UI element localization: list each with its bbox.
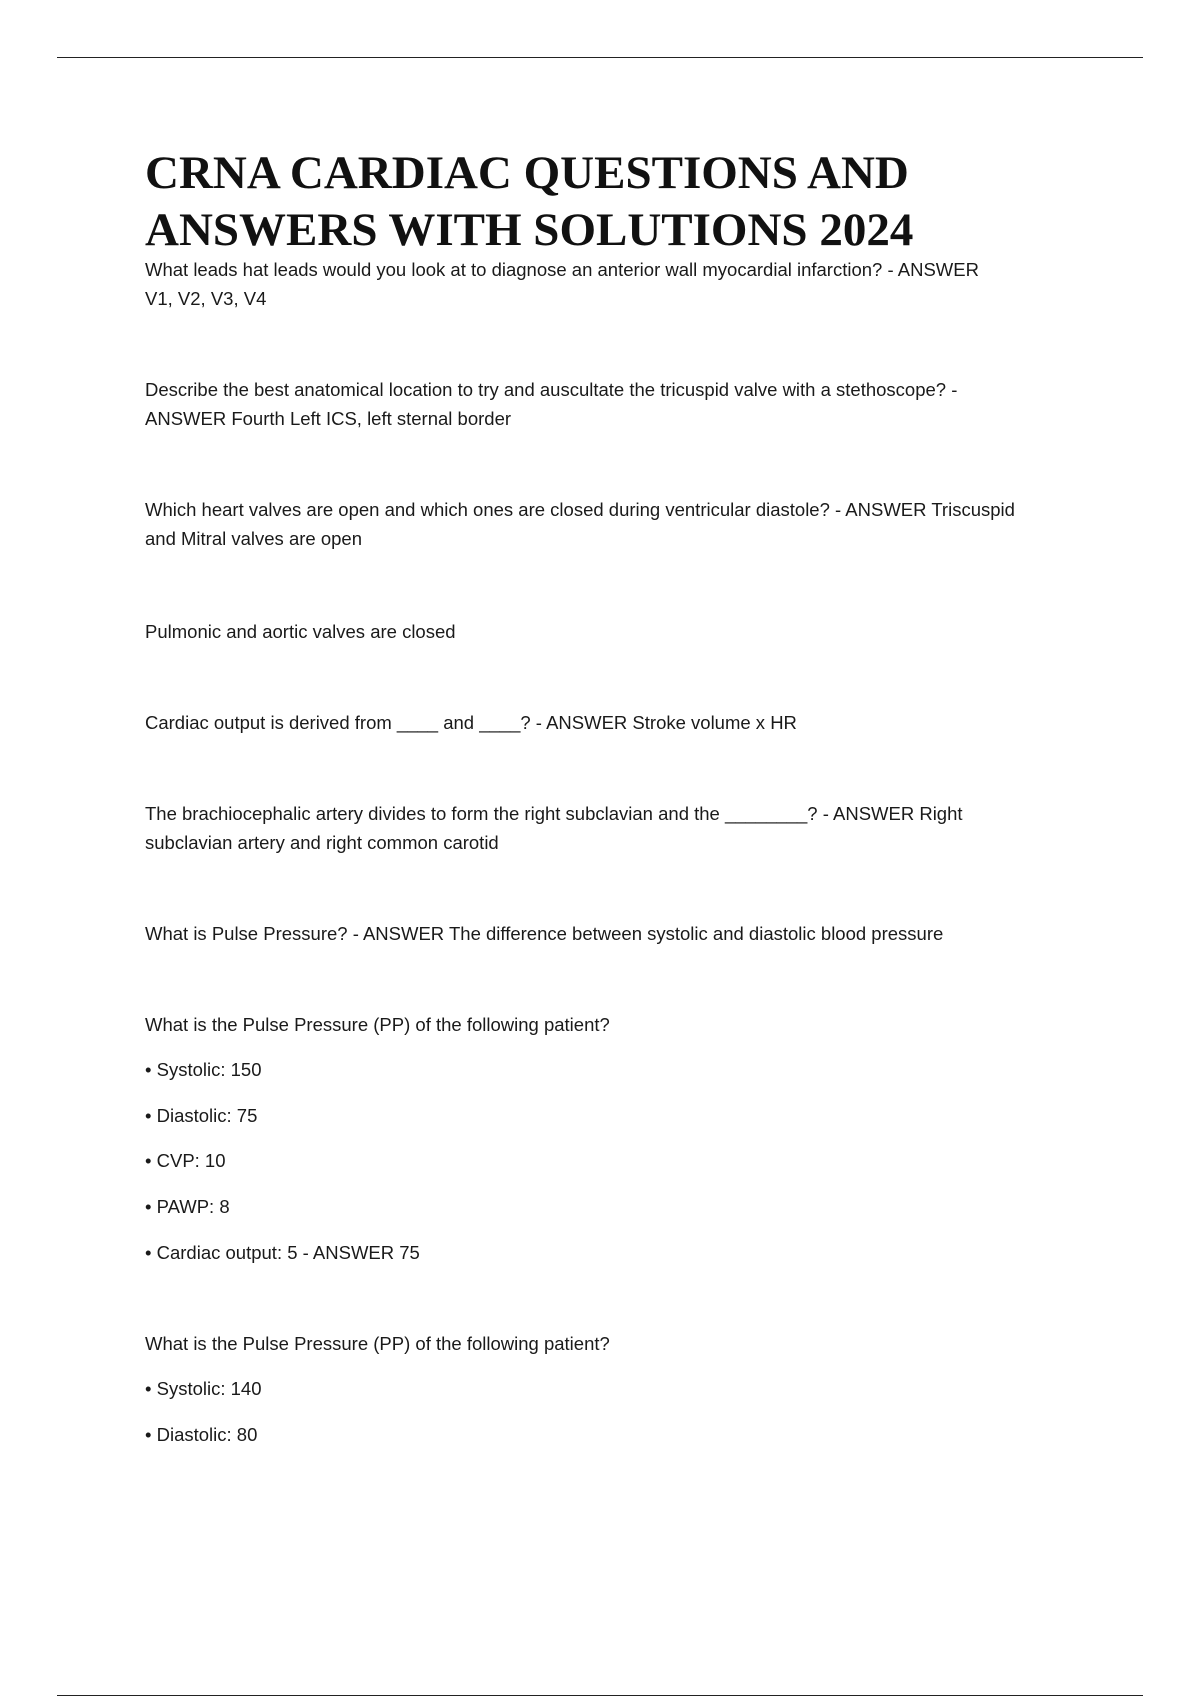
question-cardiac-output: Cardiac output is derived from ____ and ____? - ANSWER Stroke volume x HR <box>145 712 797 733</box>
list-item: • PAWP: 8 <box>145 1196 230 1217</box>
document-title <box>145 145 1105 259</box>
list-item: • Systolic: 140 <box>145 1378 262 1399</box>
list-item: • Diastolic: 80 <box>145 1424 258 1445</box>
title-line-2: ANSWERS WITH SOLUTIONS 2024 <box>145 204 914 256</box>
list-item: • CVP: 10 <box>145 1150 226 1171</box>
bottom-rule <box>57 1695 1143 1696</box>
question-pulse-pressure-1: What is the Pulse Pressure (PP) of the following patient? <box>145 1014 610 1035</box>
list-item: • Systolic: 150 <box>145 1059 262 1080</box>
top-rule <box>57 57 1143 58</box>
question-anterior-mi: What leads hat leads would you look at to diagnose an anterior wall myocardial infarction? - ANSWER V1, V2, V3, V4 <box>145 259 979 309</box>
list-item: • Diastolic: 75 <box>145 1105 258 1126</box>
question-tricuspid-auscultation: Describe the best anatomical location to try and auscultate the tricuspid valve with a stethoscope? - ANSWER Fourth Left ICS, left sternal border <box>145 379 958 429</box>
question-valves-diastole: Which heart valves are open and which ones are closed during ventricular diastole? - ANSWER Triscuspid and Mitral valves are open <box>145 499 1015 549</box>
list-item: • Cardiac output: 5 - ANSWER 75 <box>145 1242 420 1263</box>
answer-continuation: Pulmonic and aortic valves are closed <box>145 621 456 642</box>
question-brachiocephalic: The brachiocephalic artery divides to form the right subclavian and the ________? - ANSWER Right subclavian artery and right common carotid <box>145 803 963 853</box>
title-line-1: CRNA CARDIAC QUESTIONS AND <box>145 147 909 199</box>
question-pulse-pressure-definition: What is Pulse Pressure? - ANSWER The difference between systolic and diastolic blood pressure <box>145 923 944 944</box>
question-pulse-pressure-2: What is the Pulse Pressure (PP) of the following patient? <box>145 1333 610 1354</box>
